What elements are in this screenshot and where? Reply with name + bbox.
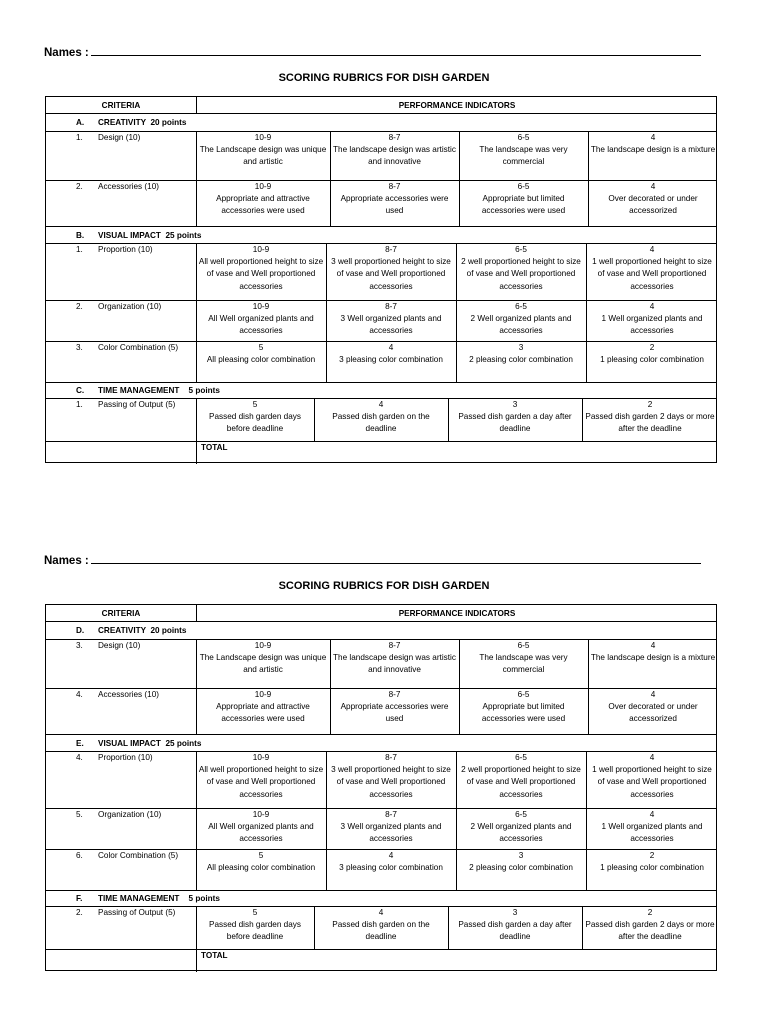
column-divider <box>196 342 197 383</box>
indicator-score: 10-9 <box>252 245 270 254</box>
column-divider <box>196 752 197 809</box>
indicator-score: 5 <box>252 400 258 409</box>
performance-indicator-cell <box>586 752 718 809</box>
performance-indicator-cell <box>196 850 326 891</box>
performance-indicator-cell <box>196 907 314 950</box>
rubric-title: SCORING RUBRICS FOR DISH GARDEN <box>278 580 490 592</box>
rubric-block <box>0 44 768 484</box>
column-divider <box>586 342 587 383</box>
performance-indicator-cell <box>456 244 586 301</box>
performance-indicator-cell <box>196 181 330 227</box>
indicator-description: 1 Well organized plants and accessories <box>601 314 703 336</box>
performance-indicator-cell <box>330 689 459 735</box>
column-divider <box>588 181 589 227</box>
criterion-number: 2. <box>76 908 83 917</box>
column-divider <box>582 399 583 442</box>
column-divider <box>326 342 327 383</box>
indicator-score: 3 <box>518 851 524 860</box>
performance-indicator-cell <box>582 399 718 442</box>
indicator-score: 4 <box>649 245 655 254</box>
indicator-score: 4 <box>650 641 656 650</box>
rubric-table <box>45 604 717 971</box>
criterion-name: Accessories (10) <box>98 182 159 191</box>
performance-indicator-cell <box>330 640 459 689</box>
indicator-description: Appropriate and attractive accessories were used <box>216 702 310 724</box>
performance-indicator-cell <box>456 752 586 809</box>
section-letter: D. <box>76 626 85 635</box>
criterion-name: Accessories (10) <box>98 690 159 699</box>
indicator-description: Passed dish garden 2 days or more after the deadline <box>585 920 715 942</box>
criterion-cell <box>46 907 196 950</box>
indicator-score: 6-5 <box>515 245 527 254</box>
indicator-score: 4 <box>649 753 655 762</box>
column-divider <box>326 752 327 809</box>
performance-indicator-cell <box>588 181 718 227</box>
performance-indicator-cell <box>196 689 330 735</box>
performance-indicator-cell <box>588 640 718 689</box>
performance-indicator-cell <box>586 301 718 342</box>
indicator-description: 2 Well organized plants and accessories <box>470 314 572 336</box>
indicator-description: All pleasing color combination <box>206 863 316 873</box>
criterion-number: 1. <box>76 133 83 142</box>
column-divider <box>586 809 587 850</box>
section-letter: E. <box>76 739 84 748</box>
indicator-description: Appropriate and attractive accessories were used <box>216 194 310 216</box>
indicator-description: The Landscape design was unique and artistic <box>199 653 327 675</box>
indicator-description: The landscape design was artistic and innovative <box>333 653 456 675</box>
indicator-description: 2 pleasing color combination <box>469 863 573 873</box>
indicator-score: 5 <box>258 343 264 352</box>
criterion-cell <box>46 689 196 735</box>
performance-indicator-cell <box>588 689 718 735</box>
criterion-name: Proportion (10) <box>98 753 153 762</box>
indicator-score: 4 <box>649 810 655 819</box>
indicator-description: The landscape was very commercial <box>479 145 568 167</box>
performance-indicator-cell <box>582 907 718 950</box>
indicator-score: 10-9 <box>254 133 272 142</box>
criterion-name: Proportion (10) <box>98 245 153 254</box>
criterion-name: Color Combination (5) <box>98 851 179 860</box>
indicator-description: 1 well proportioned height to size of vase and Well proportioned accessories <box>592 765 712 799</box>
indicator-description: All Well organized plants and accessories <box>208 314 314 336</box>
indicator-description: Passed dish garden on the deadline <box>332 920 430 942</box>
indicator-description: 1 pleasing color combination <box>600 863 704 873</box>
criterion-name: Design (10) <box>98 641 141 650</box>
section-heading <box>46 735 718 752</box>
indicator-score: 8-7 <box>388 641 401 650</box>
indicator-score: 4 <box>378 908 384 917</box>
indicator-score: 10-9 <box>254 690 272 699</box>
column-divider <box>456 342 457 383</box>
performance-indicator-cell <box>326 809 456 850</box>
section-letter: F. <box>76 894 83 903</box>
column-divider <box>196 850 197 891</box>
column-divider <box>196 950 197 972</box>
indicator-score: 3 <box>512 908 518 917</box>
indicator-description: The Landscape design was unique and artistic <box>199 145 327 167</box>
indicator-description: 1 Well organized plants and accessories <box>601 822 703 844</box>
criterion-cell <box>46 752 196 809</box>
column-divider <box>196 442 197 464</box>
performance-indicator-cell <box>326 342 456 383</box>
indicator-description: Passed dish garden a day after deadline <box>458 412 572 434</box>
indicator-score: 2 <box>649 851 655 860</box>
criterion-name: Design (10) <box>98 133 141 142</box>
column-divider <box>196 907 197 950</box>
indicator-score: 2 <box>647 908 653 917</box>
section-label: CREATIVITY 20 points <box>98 118 187 127</box>
performance-indicators-header: PERFORMANCE INDICATORS <box>398 101 516 110</box>
column-divider <box>330 132 331 181</box>
section-heading <box>46 383 718 399</box>
names-line <box>44 552 701 567</box>
column-divider <box>326 850 327 891</box>
rubric-table <box>45 96 717 463</box>
performance-indicator-cell <box>196 399 314 442</box>
indicator-score: 8-7 <box>385 753 397 762</box>
performance-indicator-cell <box>314 907 448 950</box>
performance-indicator-cell <box>448 399 582 442</box>
indicator-score: 10-9 <box>254 182 272 191</box>
indicator-description: 1 pleasing color combination <box>600 355 704 365</box>
indicator-score: 4 <box>388 343 394 352</box>
performance-indicator-cell <box>586 809 718 850</box>
section-label: CREATIVITY 20 points <box>98 626 187 635</box>
indicator-score: 4 <box>650 690 656 699</box>
performance-indicator-cell <box>456 342 586 383</box>
column-divider <box>459 640 460 689</box>
section-letter: C. <box>76 386 85 395</box>
indicator-score: 4 <box>650 133 656 142</box>
criterion-cell <box>46 809 196 850</box>
performance-indicator-cell <box>586 850 718 891</box>
indicator-description: 3 pleasing color combination <box>339 355 443 365</box>
indicator-description: Appropriate but limited accessories were used <box>481 194 566 216</box>
indicator-score: 6-5 <box>515 810 527 819</box>
indicator-description: The landscape design is a mixture <box>590 653 716 663</box>
criterion-name: Organization (10) <box>98 810 162 819</box>
total-label: TOTAL <box>201 951 228 960</box>
indicator-score: 10-9 <box>252 302 270 311</box>
criterion-number: 4. <box>76 753 83 762</box>
column-divider <box>326 809 327 850</box>
section-heading <box>46 891 718 907</box>
criterion-number: 1. <box>76 400 83 409</box>
indicator-score: 8-7 <box>385 302 397 311</box>
performance-indicator-cell <box>586 244 718 301</box>
indicator-description: 3 well proportioned height to size of vase and Well proportioned accessories <box>331 765 451 799</box>
indicator-description: 2 well proportioned height to size of vase and Well proportioned accessories <box>461 257 581 291</box>
criterion-name: Color Combination (5) <box>98 343 179 352</box>
rubric-block <box>0 552 768 992</box>
column-divider <box>314 399 315 442</box>
criteria-header: CRITERIA <box>101 101 141 110</box>
criterion-cell <box>46 850 196 891</box>
criterion-number: 6. <box>76 851 83 860</box>
indicator-description: Over decorated or under accessorized <box>608 194 698 216</box>
indicator-score: 6-5 <box>515 753 527 762</box>
names-label: Names : <box>44 47 89 59</box>
column-divider <box>456 809 457 850</box>
indicator-description: The landscape design was artistic and innovative <box>333 145 456 167</box>
indicator-description: 1 well proportioned height to size of vase and Well proportioned accessories <box>592 257 712 291</box>
indicator-score: 4 <box>378 400 384 409</box>
section-heading <box>46 227 718 244</box>
performance-indicator-cell <box>326 301 456 342</box>
column-divider <box>586 850 587 891</box>
section-label: TIME MANAGEMENT 5 points <box>98 894 220 903</box>
indicator-description: 2 pleasing color combination <box>469 355 573 365</box>
indicator-description: Passed dish garden a day after deadline <box>458 920 572 942</box>
performance-indicator-cell <box>448 907 582 950</box>
performance-indicator-cell <box>196 640 330 689</box>
column-divider <box>196 132 197 181</box>
section-heading <box>46 622 718 640</box>
performance-indicator-cell <box>314 399 448 442</box>
criterion-name: Organization (10) <box>98 302 162 311</box>
column-divider <box>586 752 587 809</box>
total-blank-cell[interactable] <box>46 442 196 464</box>
section-heading <box>46 114 718 132</box>
column-divider <box>459 689 460 735</box>
column-divider <box>588 689 589 735</box>
criterion-cell <box>46 132 196 181</box>
section-letter: B. <box>76 231 85 240</box>
performance-indicator-cell <box>326 850 456 891</box>
column-divider <box>588 640 589 689</box>
names-blank-line[interactable] <box>91 552 701 564</box>
indicator-description: Passed dish garden days before deadline <box>209 412 301 434</box>
column-divider <box>326 244 327 301</box>
total-label: TOTAL <box>201 443 228 452</box>
performance-indicator-cell <box>456 809 586 850</box>
names-blank-line[interactable] <box>91 44 701 56</box>
performance-indicator-cell <box>586 342 718 383</box>
column-divider <box>586 301 587 342</box>
indicator-description: All well proportioned height to size of vase and Well proportioned accessories <box>198 257 324 291</box>
indicator-description: Appropriate accessories were used <box>340 194 449 216</box>
performance-indicator-cell <box>196 752 326 809</box>
performance-indicators-header: PERFORMANCE INDICATORS <box>398 609 516 618</box>
section-label: TIME MANAGEMENT 5 points <box>98 386 220 395</box>
names-line <box>44 44 701 59</box>
column-divider <box>459 132 460 181</box>
indicator-description: Passed dish garden days before deadline <box>209 920 301 942</box>
indicator-description: 3 Well organized plants and accessories <box>340 822 442 844</box>
indicator-description: All pleasing color combination <box>206 355 316 365</box>
section-label: VISUAL IMPACT 25 points <box>98 739 202 748</box>
total-blank-cell[interactable] <box>46 950 196 972</box>
section-label: VISUAL IMPACT 25 points <box>98 231 202 240</box>
section-letter: A. <box>76 118 85 127</box>
column-divider <box>456 301 457 342</box>
criterion-cell <box>46 342 196 383</box>
indicator-score: 6-5 <box>517 641 530 650</box>
criterion-cell <box>46 640 196 689</box>
column-divider <box>196 399 197 442</box>
indicator-score: 8-7 <box>388 182 401 191</box>
performance-indicator-cell <box>459 640 588 689</box>
column-divider <box>196 640 197 689</box>
indicator-score: 4 <box>650 182 656 191</box>
rubric-title: SCORING RUBRICS FOR DISH GARDEN <box>278 72 490 84</box>
indicator-score: 8-7 <box>388 690 401 699</box>
column-divider <box>456 752 457 809</box>
performance-indicator-cell <box>330 181 459 227</box>
column-divider <box>456 850 457 891</box>
performance-indicator-cell <box>326 244 456 301</box>
column-divider <box>196 301 197 342</box>
indicator-description: 3 pleasing color combination <box>339 863 443 873</box>
column-divider <box>448 907 449 950</box>
indicator-score: 2 <box>647 400 653 409</box>
names-label: Names : <box>44 555 89 567</box>
indicator-score: 4 <box>388 851 394 860</box>
indicator-description: The landscape design is a mixture <box>590 145 716 155</box>
column-divider <box>459 181 460 227</box>
indicator-score: 5 <box>258 851 264 860</box>
criterion-number: 3. <box>76 641 83 650</box>
criterion-number: 1. <box>76 245 83 254</box>
performance-indicator-cell <box>196 244 326 301</box>
criterion-cell <box>46 301 196 342</box>
indicator-description: Passed dish garden on the deadline <box>332 412 430 434</box>
criteria-header: CRITERIA <box>101 609 141 618</box>
indicator-score: 8-7 <box>388 133 401 142</box>
column-divider <box>582 907 583 950</box>
performance-indicator-cell <box>459 181 588 227</box>
column-divider <box>326 301 327 342</box>
criterion-cell <box>46 399 196 442</box>
indicator-description: Appropriate but limited accessories were used <box>481 702 566 724</box>
indicator-description: The landscape was very commercial <box>479 653 568 675</box>
indicator-score: 3 <box>518 343 524 352</box>
criterion-number: 2. <box>76 182 83 191</box>
indicator-score: 10-9 <box>252 810 270 819</box>
column-divider <box>330 689 331 735</box>
column-divider <box>196 689 197 735</box>
indicator-description: All well proportioned height to size of vase and Well proportioned accessories <box>198 765 324 799</box>
performance-indicator-cell <box>456 850 586 891</box>
column-divider <box>448 399 449 442</box>
indicator-score: 4 <box>649 302 655 311</box>
criterion-number: 3. <box>76 343 83 352</box>
performance-indicator-cell <box>196 301 326 342</box>
indicator-score: 5 <box>252 908 258 917</box>
criterion-name: Passing of Output (5) <box>98 908 176 917</box>
indicator-description: Appropriate accessories were used <box>340 702 449 724</box>
criterion-number: 4. <box>76 690 83 699</box>
indicator-score: 10-9 <box>254 641 272 650</box>
indicator-description: 2 Well organized plants and accessories <box>470 822 572 844</box>
criterion-number: 5. <box>76 810 83 819</box>
performance-indicator-cell <box>196 809 326 850</box>
indicator-description: 3 Well organized plants and accessories <box>340 314 442 336</box>
indicator-score: 6-5 <box>517 690 530 699</box>
column-divider <box>330 181 331 227</box>
criterion-name: Passing of Output (5) <box>98 400 176 409</box>
column-divider <box>196 97 197 114</box>
criterion-cell <box>46 244 196 301</box>
column-divider <box>586 244 587 301</box>
criterion-number: 2. <box>76 302 83 311</box>
column-divider <box>330 640 331 689</box>
indicator-score: 10-9 <box>252 753 270 762</box>
performance-indicator-cell <box>459 689 588 735</box>
indicator-description: Passed dish garden 2 days or more after the deadline <box>585 412 715 434</box>
column-divider <box>196 181 197 227</box>
performance-indicator-cell <box>196 132 330 181</box>
column-divider <box>196 244 197 301</box>
indicator-description: 2 well proportioned height to size of vase and Well proportioned accessories <box>461 765 581 799</box>
indicator-score: 8-7 <box>385 245 397 254</box>
indicator-score: 6-5 <box>517 133 530 142</box>
criterion-cell <box>46 181 196 227</box>
indicator-description: Over decorated or under accessorized <box>608 702 698 724</box>
indicator-description: 3 well proportioned height to size of vase and Well proportioned accessories <box>331 257 451 291</box>
indicator-score: 2 <box>649 343 655 352</box>
performance-indicator-cell <box>330 132 459 181</box>
performance-indicator-cell <box>459 132 588 181</box>
column-divider <box>196 809 197 850</box>
indicator-score: 3 <box>512 400 518 409</box>
performance-indicator-cell <box>588 132 718 181</box>
indicator-score: 6-5 <box>515 302 527 311</box>
indicator-description: All Well organized plants and accessories <box>208 822 314 844</box>
performance-indicator-cell <box>196 342 326 383</box>
column-divider <box>314 907 315 950</box>
indicator-score: 8-7 <box>385 810 397 819</box>
column-divider <box>456 244 457 301</box>
column-divider <box>588 132 589 181</box>
performance-indicator-cell <box>326 752 456 809</box>
indicator-score: 6-5 <box>517 182 530 191</box>
column-divider <box>196 605 197 622</box>
performance-indicator-cell <box>456 301 586 342</box>
